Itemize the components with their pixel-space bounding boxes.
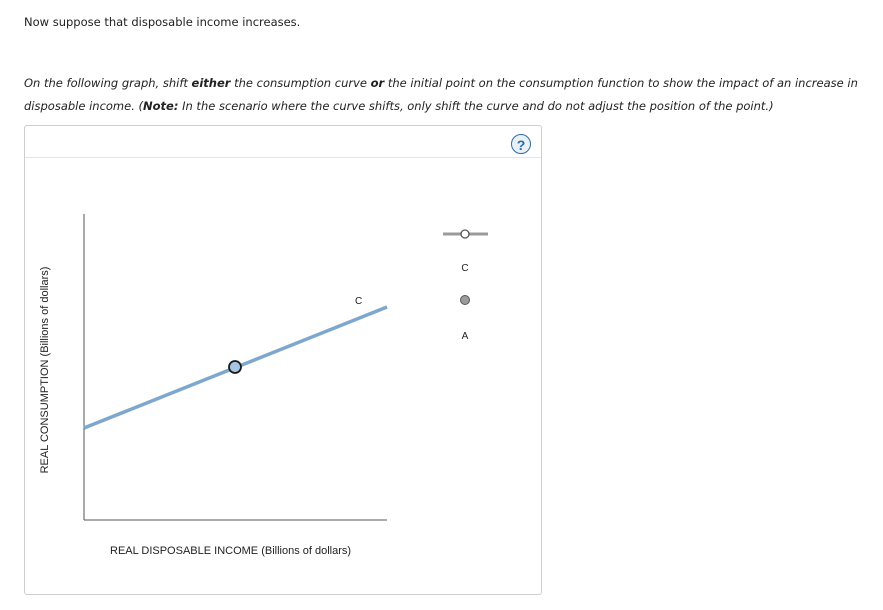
- x-axis-label: REAL DISPOSABLE INCOME (Billions of dollars): [110, 545, 352, 557]
- curve-label: C: [355, 296, 363, 307]
- point-tool-icon[interactable]: [461, 296, 470, 305]
- question-icon: ?: [516, 137, 526, 153]
- initial-point[interactable]: [229, 361, 241, 373]
- y-axis-label: REAL CONSUMPTION (Billions of dollars): [39, 266, 51, 474]
- curve-tool-label: C: [461, 263, 469, 274]
- curve-tool-handle[interactable]: [461, 230, 469, 238]
- instructions: On the following graph, shift either the consumption curve or the initial point on the consumption function to show the impact of an increase in disposable income. (Note: In the scenario where the curve shifts, only shift the curve and do not adjust the position of the point.): [24, 76, 858, 113]
- point-tool-label: A: [461, 331, 469, 342]
- intro-text: Now suppose that disposable income increases.: [24, 15, 301, 29]
